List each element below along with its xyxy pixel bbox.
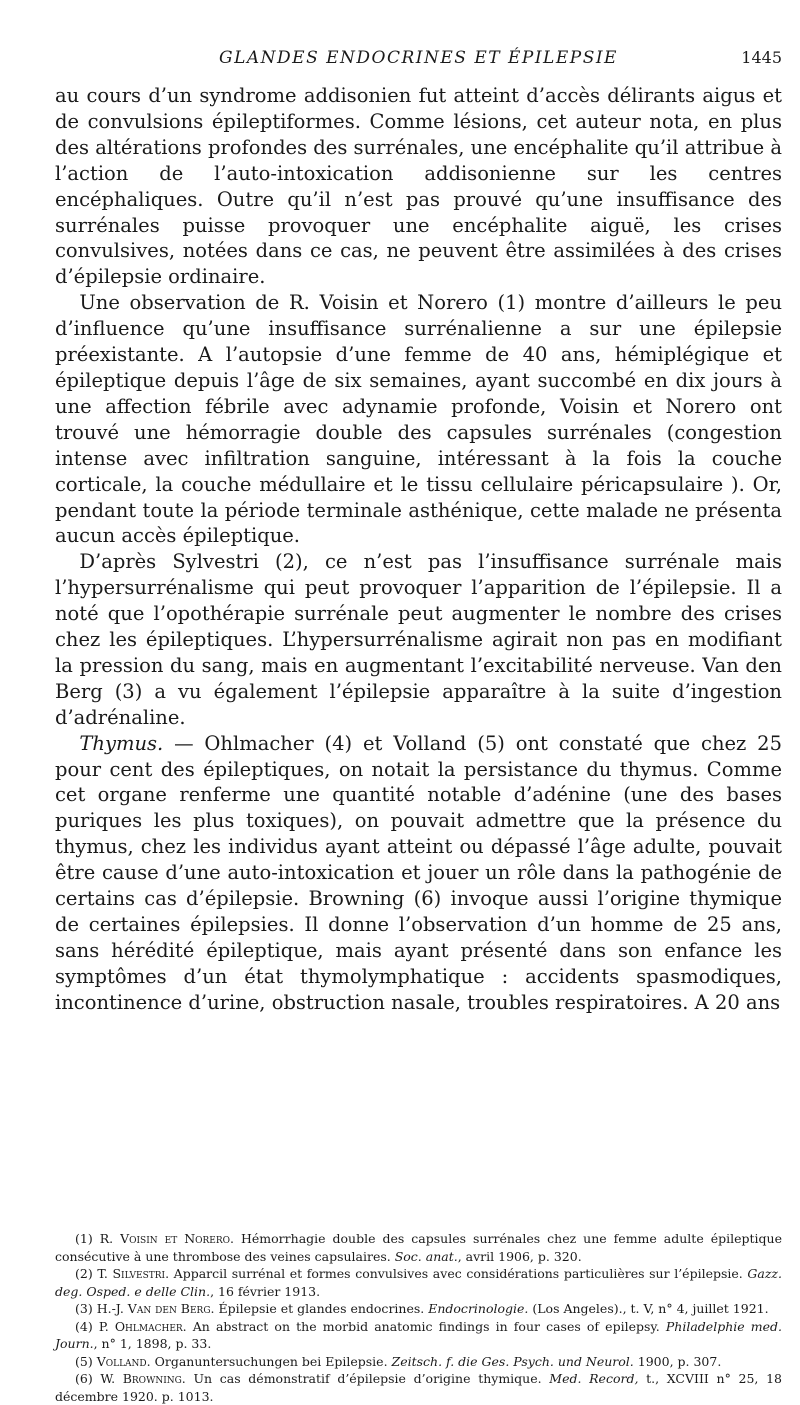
footnote-author: W. Browning. — [100, 1371, 186, 1386]
footnote-mark: (1) — [75, 1231, 93, 1246]
footnote-mark: (6) — [75, 1371, 93, 1386]
footnote-author: T. Silvestri. — [97, 1266, 170, 1281]
footnote — [55, 1265, 782, 1300]
paragraph-thymus-text: — Ohlmacher (4) et Volland (5) ont constaté que chez 25 pour cent des épileptiques, on notait la persistance du thymus. Comme cet organe renferme une quantité notable d’adénine (une des bases puriques les plus toxiques), on pouvait admettre que la présence du thymus, chez les individus ayant atteint ou dépassé l’âge adulte, pouvait être cause d’une auto-intoxication et jouer un rôle dans la pathogénie de certains cas d’épilepsie. Browning (6) invoque aussi l’origine thymique de certaines épilepsies. Il donne l’observation d’un homme de 25 ans, sans hérédité épileptique, mais ayant présenté dans son enfance les symptômes d’un état thymolymphatique : accidents spasmodiques, incontinence d’urine, obstruction nasale, troubles respiratoires. A 20 ans — [55, 731, 782, 1014]
footnote-author: Volland. — [96, 1353, 151, 1369]
footnote-text: Un cas démonstratif d’épilepsie d’origine thymique. — [185, 1371, 550, 1386]
footnote-source: Philadelphie med. Journ. — [55, 1318, 782, 1351]
footnote-source: Med. Record, — [549, 1371, 639, 1386]
footnotes — [55, 1230, 782, 1405]
footnote — [55, 1318, 782, 1353]
footnote-source: Gazz. deg. Osped. e delle Clin. — [55, 1266, 782, 1299]
footnote-text: Hémorrhagie double des capsules surrénales chez une femme adulte épileptique consécutive à une thrombose des veines capsulaires. — [55, 1231, 782, 1264]
footnote — [55, 1230, 782, 1265]
paragraph-voisin-norero: Une observation de R. Voisin et Norero (1) montre d’ailleurs le peu d’influence qu’une insuffisance surrénalienne a sur une épilepsie préexistante. A l’autopsie d’une femme de 40 ans, hémiplégique et épileptique depuis l’âge de six semaines, ayant succombé en dix jours à une affection fébrile avec adynamie profonde, Voisin et Norero ont trouvé une hémorragie double des capsules surrénales (congestion intense avec infiltration sanguine, intéressant à la fois la couche corticale, la couche médullaire et le tissu cellulaire péricapsulaire ). Or, pendant toute la période terminale asthénique, cette malade ne présenta aucun accès épileptique. — [55, 291, 782, 548]
paragraph-sylvestri: D’après Sylvestri (2), ce n’est pas l’insuffisance surrénale mais l’hypersurrénalisme qui peut provoquer l’apparition de l’épilepsie. Il a noté que l’opothérapie surrénale peut augmenter le nombre des crises chez les épileptiques. L’hypersurrénalisme agirait non pas en modifiant la pression du sang, mais en augmentant l’excitabilité nerveuse. Van den Berg (3) a vu également l’épilepsie apparaître à la suite d’ingestion d’adrénaline. — [55, 550, 782, 729]
footnote-author: R. Voisin et Norero. — [99, 1231, 235, 1246]
paragraph-addison: au cours d’un syndrome addisonien fut atteint d’accès délirants aigus et de convulsions épileptiformes. Comme lésions, cet auteur nota, en plus des altérations profondes des surrénales, une encéphalite qu’il attribue à l’action de l’auto-intoxication addisonienne sur les centres encéphaliques. Outre qu’il n’est pas prouvé qu’une insuffisance des surrénales puisse provoquer une encéphalite aiguë, les crises convulsives, notées dans ce cas, ne peuvent être assimilées à des crises d’épilepsie ordinaire. — [55, 84, 782, 289]
footnote-text: An abstract on the morbid anatomic findings in four cases of epilepsy. — [186, 1318, 666, 1334]
section-heading-thymus: Thymus. — [79, 731, 164, 755]
footnote-tail: t., XCVIII n° 25, 18 décembre 1920. p. 1013. — [55, 1371, 782, 1404]
paragraph-thymus — [55, 731, 782, 1016]
main-text — [55, 83, 782, 1016]
page-number: 1445 — [741, 48, 782, 67]
footnote-tail: 1900, p. 307. — [633, 1353, 722, 1369]
footnote-mark: (3) — [75, 1301, 93, 1316]
footnote-author: H.-J. Van den Berg. — [96, 1301, 215, 1316]
footnote-text: Apparcil surrénal et formes convulsives avec considérations particulières sur l’épilepsie. — [169, 1266, 748, 1281]
footnote-source: Soc. anat. — [394, 1248, 458, 1264]
footnote-source: Endocrinologie. — [428, 1301, 529, 1316]
footnote-text: Épilepsie et glandes endocrines. — [214, 1301, 429, 1316]
footnote-mark: (2) — [75, 1266, 93, 1281]
footnote-mark: (5) — [75, 1353, 93, 1369]
footnote — [55, 1300, 782, 1318]
footnote-tail: , avril 1906, p. 320. — [457, 1248, 582, 1264]
footnote-tail: (Los Angeles)., t. V, n° 4, juillet 1921. — [528, 1301, 769, 1316]
footnote-source: Zeitsch. f. die Ges. Psych. und Neurol. — [391, 1353, 634, 1369]
footnote — [55, 1353, 782, 1371]
footnote-tail: , n° 1, 1898, p. 33. — [93, 1336, 212, 1351]
running-title: GLANDES ENDOCRINES ET ÉPILEPSIE — [219, 48, 618, 68]
running-header — [55, 44, 782, 76]
footnote-text: Organuntersuchungen bei Epilepsie. — [150, 1353, 392, 1369]
footnote-author: P. Ohlmacher. — [98, 1318, 187, 1334]
footnote-tail: , 16 février 1913. — [210, 1283, 321, 1299]
footnote-mark: (4) — [75, 1318, 93, 1334]
footnote — [55, 1370, 782, 1405]
